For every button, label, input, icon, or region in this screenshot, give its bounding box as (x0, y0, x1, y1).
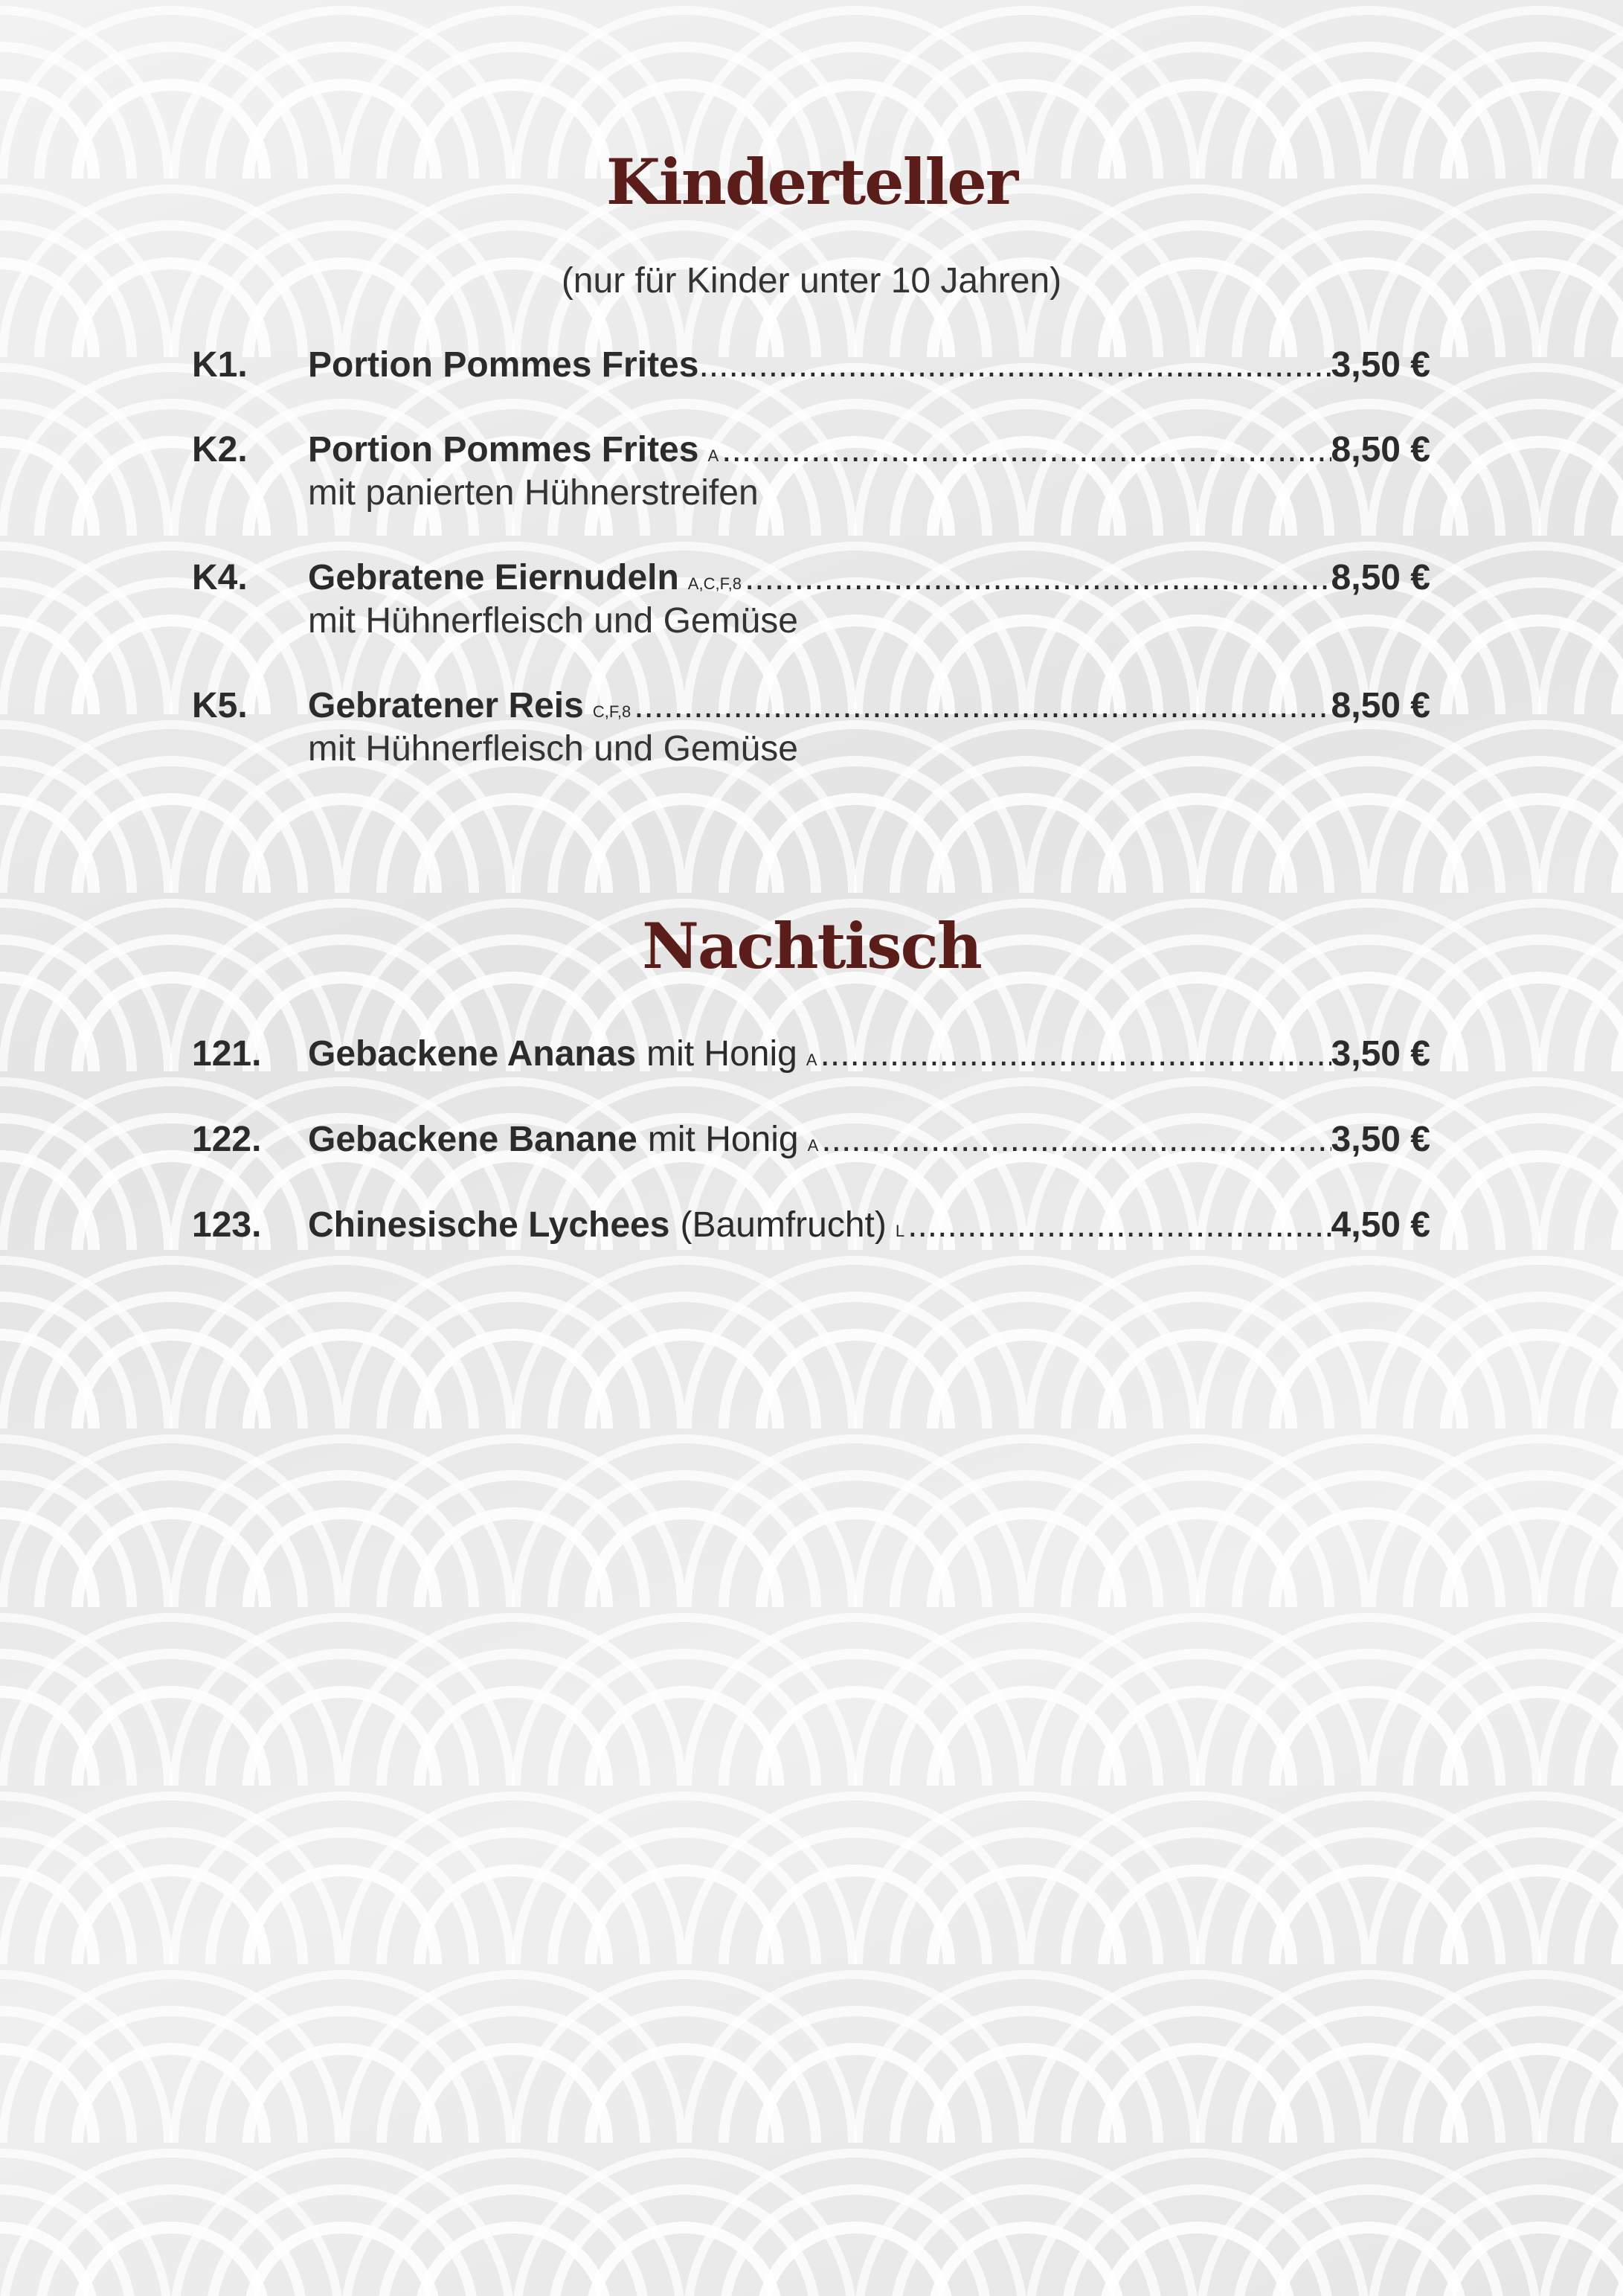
dot-leader (820, 1033, 1331, 1076)
item-price: 8,50 € (1331, 686, 1430, 725)
menu-item: K5. Gebratener Reis C,F,8 ..... 8,50 € mit Hühnerfleisch und Gemüse (192, 684, 1430, 771)
item-name: Gebratene Eiernudeln (308, 558, 679, 597)
item-price: 4,50 € (1331, 1205, 1430, 1245)
item-number: 121. (192, 1034, 262, 1074)
item-name: Gebratener Reis (308, 686, 584, 725)
item-extra: mit Honig (646, 1034, 797, 1074)
menu-item: K2. Portion Pommes Frites A ..... 8,50 € mit panierten Hühnerstreifen (192, 429, 1430, 515)
item-extra: (Baumfrucht) (680, 1205, 887, 1245)
item-name: Gebackene Ananas (308, 1034, 637, 1074)
dot-leader (721, 429, 1331, 472)
item-number: K5. (192, 686, 248, 725)
item-number: 122. (192, 1120, 262, 1159)
item-description: mit panierten Hühnerstreifen (308, 473, 759, 513)
dot-leader (698, 344, 1331, 387)
item-number: K2. (192, 430, 248, 469)
menu-item: 122. Gebackene Banane mit Honig A ..... 3,50 € (192, 1118, 1430, 1161)
dot-leader (907, 1204, 1331, 1247)
item-price: 3,50 € (1331, 1120, 1430, 1159)
item-description: mit Hühnerfleisch und Gemüse (308, 601, 798, 641)
item-price: 8,50 € (1331, 558, 1430, 597)
dot-leader (745, 557, 1331, 600)
kinderteller-heading: Kinderteller (605, 145, 1018, 219)
item-price: 3,50 € (1331, 345, 1430, 385)
menu-item: 121. Gebackene Ananas mit Honig A ..... 3,50 € (192, 1033, 1430, 1076)
menu-item (192, 344, 1430, 387)
item-price: 8,50 € (1331, 430, 1430, 469)
kinderteller-subtitle: (nur für Kinder unter 10 Jahren) (561, 261, 1062, 301)
item-number: K4. (192, 558, 248, 597)
item-extra: mit Honig (647, 1120, 799, 1159)
dot-leader (634, 684, 1331, 728)
item-name: Gebackene Banane (308, 1120, 637, 1159)
menu-item: 123. Chinesische Lychees (Baumfrucht) L ..... 4,50 € (192, 1204, 1430, 1247)
item-description: mit Hühnerfleisch und Gemüse (308, 729, 798, 769)
item-price: 3,50 € (1331, 1034, 1430, 1074)
menu-item: K4. Gebratene Eiernudeln A,C,F,8 ..... 8,50 € mit Hühnerfleisch und Gemüse (192, 557, 1430, 643)
nachtisch-heading: Nachtisch (642, 909, 981, 983)
item-name: Portion Pommes Frites (308, 345, 699, 385)
item-name: Portion Pommes Frites (308, 430, 699, 469)
dot-leader (821, 1118, 1331, 1161)
item-number: 123. (192, 1205, 262, 1245)
item-number: K1. (192, 345, 248, 385)
item-name: Chinesische Lychees (308, 1205, 670, 1245)
